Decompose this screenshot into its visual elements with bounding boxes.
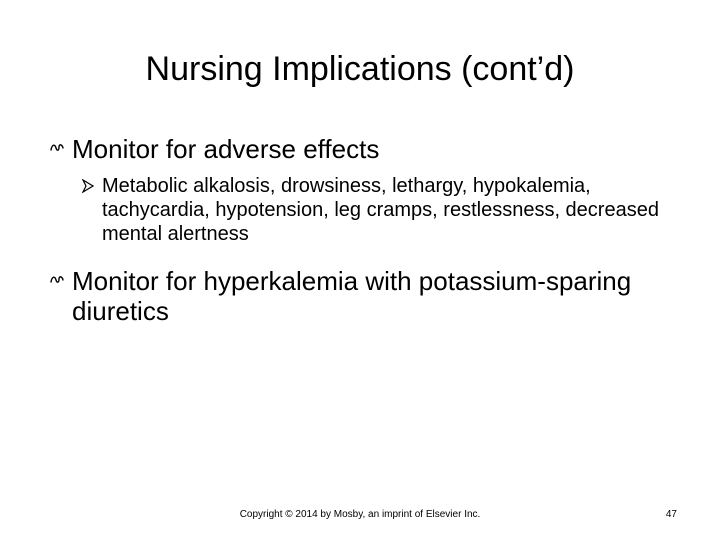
sub-bullet-text: Metabolic alkalosis, drowsiness, lethargy, hypokalemia, tachycardia, hypotension, leg cramps, restlessness, decreased mental alertness xyxy=(102,175,659,245)
sub-bullet-item xyxy=(82,174,662,246)
flourish-bullet-icon xyxy=(50,266,72,292)
bullet-item xyxy=(50,266,690,326)
bullet-text: Monitor for adverse effects xyxy=(72,134,380,164)
arrowhead-bullet-icon xyxy=(82,174,102,201)
bullet-item xyxy=(50,134,670,164)
bullet-text: Monitor for hyperkalemia with potassium-sparing diuretics xyxy=(72,266,632,326)
page-number: 47 xyxy=(665,509,677,520)
copyright-footer: Copyright © 2014 by Mosby, an imprint of Elsevier Inc. xyxy=(239,509,481,520)
flourish-bullet-icon xyxy=(50,134,72,160)
slide-title: Nursing Implications (cont’d) xyxy=(145,50,575,88)
